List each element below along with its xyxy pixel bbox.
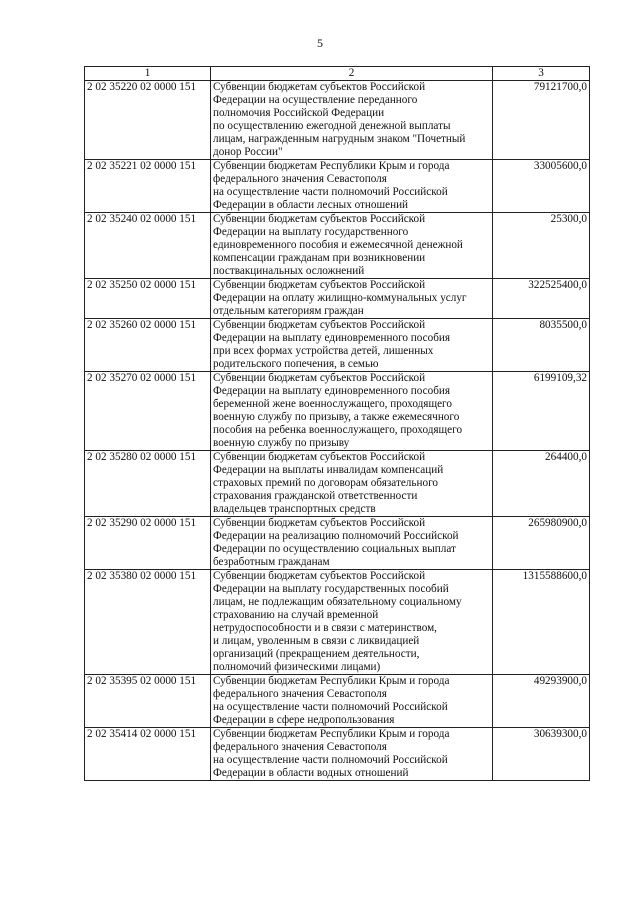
subvention-amount: 8035500,0 <box>493 319 590 372</box>
subventions-table <box>84 66 590 781</box>
subvention-amount: 265980900,0 <box>493 517 590 570</box>
subvention-amount: 1315588600,0 <box>493 570 590 675</box>
table-row <box>85 570 590 675</box>
column-header-description: 2 <box>211 67 493 81</box>
budget-code: 2 02 35260 02 0000 151 <box>85 319 211 372</box>
budget-code: 2 02 35280 02 0000 151 <box>85 451 211 517</box>
subvention-amount: 49293900,0 <box>493 675 590 728</box>
table-row <box>85 728 590 781</box>
subvention-amount: 79121700,0 <box>493 81 590 160</box>
budget-code: 2 02 35240 02 0000 151 <box>85 213 211 279</box>
subvention-amount: 30639300,0 <box>493 728 590 781</box>
table-header-row <box>85 67 590 81</box>
subvention-description: Субвенции бюджетам субъектов Российской Федерации на реализацию полномочий Российской Федерации по осуществлению социальных выплат безработным гражданам <box>211 517 493 570</box>
subvention-description: Субвенции бюджетам субъектов Российской Федерации на выплату государственных пособий лицам, не подлежащим обязательному социальному страхованию на случай временной нетрудоспособности и в связи с материнством, и лицам, уволенным в связи с ликвидацией организаций (прекращением деятельности, полномочий физическими лицами) <box>211 570 493 675</box>
budget-code: 2 02 35270 02 0000 151 <box>85 372 211 451</box>
table-row <box>85 675 590 728</box>
budget-code: 2 02 35414 02 0000 151 <box>85 728 211 781</box>
table-row <box>85 279 590 319</box>
table-row <box>85 319 590 372</box>
budget-code: 2 02 35290 02 0000 151 <box>85 517 211 570</box>
subvention-description: Субвенции бюджетам Республики Крым и города федерального значения Севастополя на осуществление части полномочий Российской Федерации в области лесных отношений <box>211 160 493 213</box>
subvention-amount: 6199109,32 <box>493 372 590 451</box>
table-row <box>85 451 590 517</box>
budget-code: 2 02 35220 02 0000 151 <box>85 81 211 160</box>
subvention-description: Субвенции бюджетам субъектов Российской Федерации на осуществление переданного полномочия Российской Федерации по осуществлению ежегодной денежной выплаты лицам, награжденным нагрудным знаком "Почетный донор России" <box>211 81 493 160</box>
subvention-description: Субвенции бюджетам Республики Крым и города федерального значения Севастополя на осуществление части полномочий Российской Федерации в области водных отношений <box>211 728 493 781</box>
table-row <box>85 213 590 279</box>
table-row <box>85 81 590 160</box>
column-header-amount: 3 <box>493 67 590 81</box>
subvention-amount: 264400,0 <box>493 451 590 517</box>
budget-code: 2 02 35221 02 0000 151 <box>85 160 211 213</box>
subvention-amount: 33005600,0 <box>493 160 590 213</box>
subvention-description: Субвенции бюджетам субъектов Российской Федерации на выплаты инвалидам компенсаций страховых премий по договорам обязательного страхования гражданской ответственности владельцев транспортных средств <box>211 451 493 517</box>
subvention-description: Субвенции бюджетам субъектов Российской Федерации на оплату жилищно-коммунальных услуг отдельным категориям граждан <box>211 279 493 319</box>
subvention-description: Субвенции бюджетам субъектов Российской Федерации на выплату государственного единовременного пособия и ежемесячной денежной компенсации гражданам при возникновении поствакцинальных осложнений <box>211 213 493 279</box>
budget-code: 2 02 35250 02 0000 151 <box>85 279 211 319</box>
subvention-description: Субвенции бюджетам Республики Крым и города федерального значения Севастополя на осуществление части полномочий Российской Федерации в сфере недропользования <box>211 675 493 728</box>
table-row <box>85 372 590 451</box>
subvention-amount: 25300,0 <box>493 213 590 279</box>
subvention-description: Субвенции бюджетам субъектов Российской Федерации на выплату единовременного пособия беременной жене военнослужащего, проходящего военную службу по призыву, а также ежемесячного пособия на ребенка военнослужащего, проходящего военную службу по призыву <box>211 372 493 451</box>
column-header-code: 1 <box>85 67 211 81</box>
budget-code: 2 02 35380 02 0000 151 <box>85 570 211 675</box>
page-number: 5 <box>317 36 323 50</box>
table-row <box>85 517 590 570</box>
subvention-amount: 322525400,0 <box>493 279 590 319</box>
budget-code: 2 02 35395 02 0000 151 <box>85 675 211 728</box>
table-row <box>85 160 590 213</box>
subvention-description: Субвенции бюджетам субъектов Российской Федерации на выплату единовременного пособия при всех формах устройства детей, лишенных родительского попечения, в семью <box>211 319 493 372</box>
